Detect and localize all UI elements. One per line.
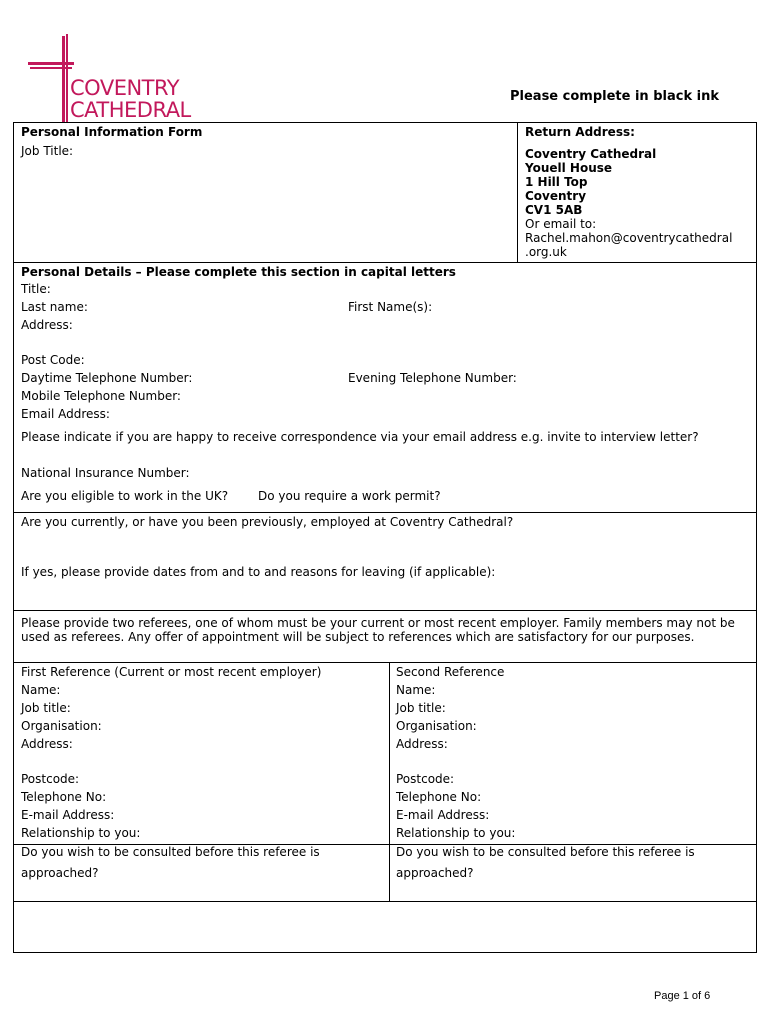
employment-dates-question: If yes, please provide dates from and to and reasons for leaving (if applicable): — [21, 565, 496, 579]
first-reference-heading: First Reference (Current or most recent employer) — [21, 665, 322, 679]
logo-line-2: CATHEDRAL — [70, 98, 191, 122]
return-email-line-1: Rachel.mahon@coventrycathedral — [525, 231, 733, 245]
references-intro: Please provide two referees, one of whom must be your current or most recent employer. Family members may not be used as referees. Any offer of appointment will be subject to references which are satisfactory for our purposes. — [21, 616, 735, 644]
table-border — [13, 952, 757, 953]
return-address-line: 1 Hill Top — [525, 175, 588, 189]
first-ref-job-title-label: Job title: — [21, 701, 71, 715]
first-ref-consult-question: Do you wish to be consulted before this referee is — [21, 845, 320, 859]
work-permit-question: Do you require a work permit? — [258, 489, 441, 503]
first-ref-consult-question-cont: approached? — [21, 866, 99, 880]
table-border — [13, 262, 757, 263]
second-ref-name-label: Name: — [396, 683, 436, 697]
first-ref-postcode-label: Postcode: — [21, 772, 80, 786]
ni-number-label: National Insurance Number: — [21, 466, 190, 480]
first-ref-name-label: Name: — [21, 683, 61, 697]
job-title-label: Job Title: — [21, 144, 74, 158]
email-label: Email Address: — [21, 407, 110, 421]
personal-details-heading: Personal Details – Please complete this section in capital letters — [21, 265, 456, 279]
second-ref-telephone-label: Telephone No: — [396, 790, 482, 804]
return-email-line-2: .org.uk — [525, 245, 567, 259]
cathedral-logo — [26, 34, 206, 124]
table-border — [517, 122, 518, 262]
second-ref-organisation-label: Organisation: — [396, 719, 477, 733]
return-address-line: Coventry — [525, 189, 587, 203]
logo-line-1: COVENTRY — [70, 76, 180, 100]
second-ref-email-label: E-mail Address: — [396, 808, 490, 822]
cross-icon — [26, 34, 76, 124]
last-name-label: Last name: — [21, 300, 88, 314]
table-border — [13, 122, 757, 123]
eligible-question: Are you eligible to work in the UK? — [21, 489, 229, 503]
table-border — [389, 662, 390, 902]
correspondence-question: Please indicate if you are happy to receive correspondence via your email address e.g. invite to interview letter? — [21, 430, 699, 444]
second-ref-address-label: Address: — [396, 737, 448, 751]
mobile-telephone-label: Mobile Telephone Number: — [21, 389, 181, 403]
table-border — [13, 512, 757, 513]
return-address-line: CV1 5AB — [525, 203, 583, 217]
return-address-heading: Return Address: — [525, 125, 635, 139]
second-ref-consult-question: Do you wish to be consulted before this referee is — [396, 845, 695, 859]
email-prompt: Or email to: — [525, 217, 597, 231]
table-border — [13, 901, 757, 902]
second-ref-consult-question-cont: approached? — [396, 866, 474, 880]
daytime-telephone-label: Daytime Telephone Number: — [21, 371, 193, 385]
first-ref-telephone-label: Telephone No: — [21, 790, 107, 804]
return-address-line: Coventry Cathedral — [525, 147, 657, 161]
table-border — [13, 610, 757, 611]
second-reference-heading: Second Reference — [396, 665, 505, 679]
table-border — [13, 662, 757, 663]
ink-instruction: Please complete in black ink — [510, 89, 719, 104]
first-ref-relationship-label: Relationship to you: — [21, 826, 141, 840]
first-ref-organisation-label: Organisation: — [21, 719, 102, 733]
post-code-label: Post Code: — [21, 353, 85, 367]
previous-employment-question: Are you currently, or have you been previously, employed at Coventry Cathedral? — [21, 515, 514, 529]
evening-telephone-label: Evening Telephone Number: — [348, 371, 517, 385]
address-label: Address: — [21, 318, 73, 332]
table-border — [756, 122, 757, 953]
form-title: Personal Information Form — [21, 125, 203, 139]
second-ref-relationship-label: Relationship to you: — [396, 826, 516, 840]
table-border — [13, 122, 14, 953]
page-number: Page 1 of 6 — [654, 990, 711, 1002]
first-name-label: First Name(s): — [348, 300, 433, 314]
return-address-line: Youell House — [525, 161, 613, 175]
second-ref-job-title-label: Job title: — [396, 701, 446, 715]
title-label: Title: — [21, 282, 51, 296]
first-ref-address-label: Address: — [21, 737, 73, 751]
second-ref-postcode-label: Postcode: — [396, 772, 455, 786]
return-address-block — [525, 147, 732, 259]
first-ref-email-label: E-mail Address: — [21, 808, 115, 822]
